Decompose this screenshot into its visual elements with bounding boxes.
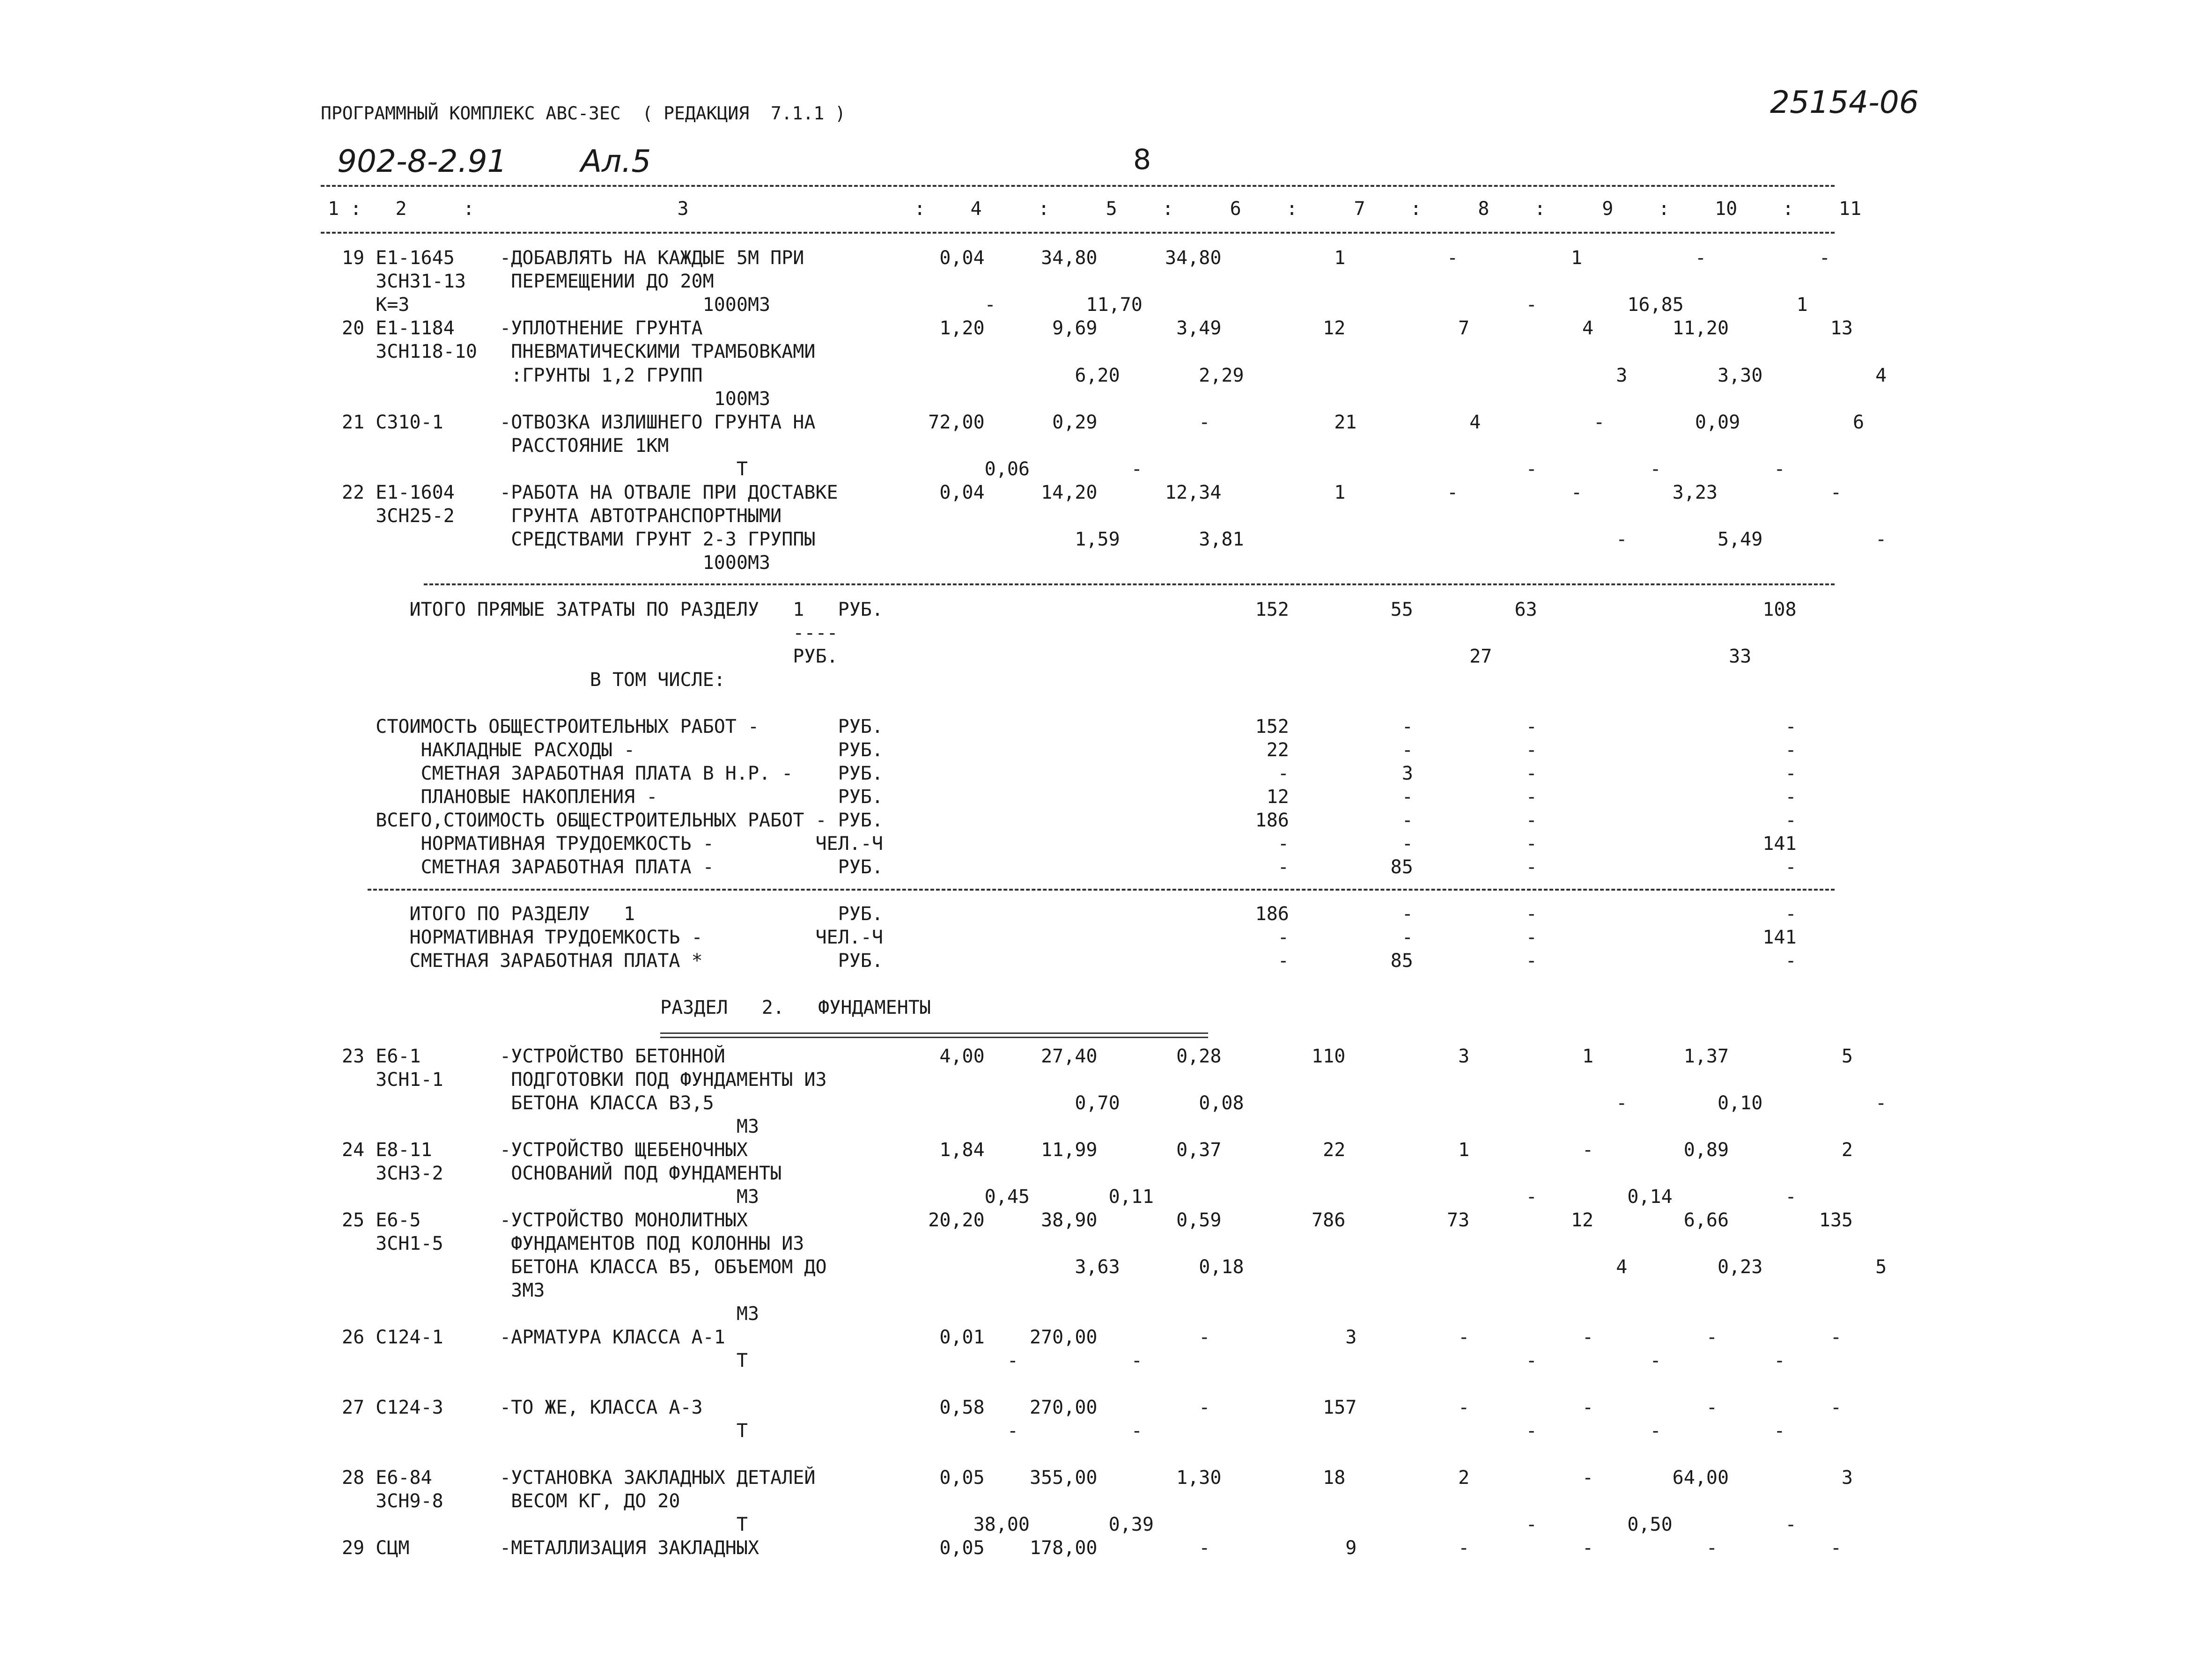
row-line: М3: [342, 1116, 759, 1137]
row-line: БЕТОНА КЛАССА В3,5 0,70 0,08 - 0,10 -: [342, 1092, 1887, 1114]
row-line: СРЕДСТВАМИ ГРУНТ 2-3 ГРУППЫ 1,59 3,81 - 5,49 -: [342, 529, 1887, 550]
row-line: БЕТОНА КЛАССА В5, ОБЪЕМОМ ДО 3,63 0,18 4 0,23 5: [342, 1256, 1887, 1278]
row-line: 3СН9-8 ВЕСОМ КГ, ДО 20: [342, 1490, 680, 1512]
section2-underline: [660, 1032, 1208, 1038]
row-line: 26 С124-1 -АРМАТУРА КЛАССА А-1 0,01 270,00 - 3 - - - -: [342, 1327, 1842, 1348]
row-line: Т 0,06 - - - -: [342, 458, 1785, 480]
row-line: М3: [342, 1303, 759, 1325]
row-line: 1000М3: [342, 552, 771, 574]
total-line: НОРМАТИВНАЯ ТРУДОЕМКОСТЬ - ЧЕЛ.-Ч - - - 141: [342, 833, 1797, 855]
row-line: 23 Е6-1 -УСТРОЙСТВО БЕТОННОЙ 4,00 27,40 0,28 110 3 1 1,37 5: [342, 1046, 1853, 1067]
row-line: К=3 1000М3 - 11,70 - 16,85 1: [342, 294, 1808, 316]
row-line: 20 Е1-1184 -УПЛОТНЕНИЕ ГРУНТА 1,20 9,69 3,49 12 7 4 11,20 13: [342, 317, 1853, 339]
program-header: ПРОГРАММНЫЙ КОМПЛЕКС АВС-3ЕС ( РЕДАКЦИЯ 7.1.1 ): [321, 103, 846, 124]
page-number: 8: [1133, 143, 1151, 176]
row-line: :ГРУНТЫ 1,2 ГРУПП 6,20 2,29 3 3,30 4: [342, 365, 1887, 386]
row-line: РАССТОЯНИЕ 1КМ: [342, 435, 669, 457]
header-rule: [321, 185, 1835, 187]
total-line: СТОИМОСТЬ ОБЩЕСТРОИТЕЛЬНЫХ РАБОТ - РУБ. 152 - - -: [342, 716, 1797, 737]
total-line: СМЕТНАЯ ЗАРАБОТНАЯ ПЛАТА В Н.Р. - РУБ. - 3 - -: [342, 763, 1797, 784]
row-line: 25 Е6-5 -УСТРОЙСТВО МОНОЛИТНЫХ 20,20 38,90 0,59 786 73 12 6,66 135: [342, 1209, 1853, 1231]
row-line: 3СН25-2 ГРУНТА АВТОТРАНСПОРТНЫМИ: [342, 505, 782, 527]
row-line: 28 Е6-84 -УСТАНОВКА ЗАКЛАДНЫХ ДЕТАЛЕЙ 0,05 355,00 1,30 18 2 - 64,00 3: [342, 1467, 1853, 1489]
section2-title: РАЗДЕЛ 2. ФУНДАМЕНТЫ: [660, 997, 931, 1018]
row-line: 27 С124-3 -ТО ЖЕ, КЛАССА А-3 0,58 270,00 - 157 - - - -: [342, 1397, 1842, 1418]
total-line: ИТОГО ПРЯМЫЕ ЗАТРАТЫ ПО РАЗДЕЛУ 1 РУБ. 152 55 63 108: [342, 599, 1797, 620]
row-line: 3СН1-5 ФУНДАМЕНТОВ ПОД КОЛОННЫ ИЗ: [342, 1233, 804, 1254]
row-line: 24 Е8-11 -УСТРОЙСТВО ЩЕБЕНОЧНЫХ 1,84 11,99 0,37 22 1 - 0,89 2: [342, 1139, 1853, 1161]
summary-line: ИТОГО ПО РАЗДЕЛУ 1 РУБ. 186 - - -: [342, 903, 1797, 925]
row-line: Т - - - - -: [342, 1420, 1785, 1442]
total-line: СМЕТНАЯ ЗАРАБОТНАЯ ПЛАТА - РУБ. - 85 - -: [342, 856, 1797, 878]
row-line: 3М3: [342, 1280, 545, 1301]
row-line: Т - - - - -: [342, 1350, 1785, 1371]
total-line: ----: [342, 622, 838, 644]
total-line: НАКЛАДНЫЕ РАСХОДЫ - РУБ. 22 - - -: [342, 739, 1797, 761]
document-code: 902-8-2.91: [337, 143, 507, 179]
total-line: ВСЕГО,СТОИМОСТЬ ОБЩЕСТРОИТЕЛЬНЫХ РАБОТ - РУБ. 186 - - -: [342, 810, 1797, 831]
column-rule: [321, 232, 1835, 234]
total-line: РУБ. 27 33: [342, 646, 1752, 667]
summary-line: СМЕТНАЯ ЗАРАБОТНАЯ ПЛАТА * РУБ. - 85 - -: [342, 950, 1797, 972]
total-line: В ТОМ ЧИСЛЕ:: [342, 669, 725, 691]
row-line: 3СН118-10 ПНЕВМАТИЧЕСКИМИ ТРАМБОВКАМИ: [342, 341, 816, 362]
row-line: 22 Е1-1604 -РАБОТА НА ОТВАЛЕ ПРИ ДОСТАВКЕ 0,04 14,20 12,34 1 - - 3,23 -: [342, 482, 1842, 503]
section-rule: [424, 583, 1835, 585]
row-line: 19 Е1-1645 -ДОБАВЛЯТЬ НА КАЖДЫЕ 5М ПРИ 0,04 34,80 34,80 1 - 1 - -: [342, 247, 1830, 269]
row-line: 21 С310-1 -ОТВОЗКА ИЗЛИШНЕГО ГРУНТА НА 72,00 0,29 - 21 4 - 0,09 6: [342, 412, 1865, 433]
total-line: ПЛАНОВЫЕ НАКОПЛЕНИЯ - РУБ. 12 - - -: [342, 786, 1797, 808]
row-line: М3 0,45 0,11 - 0,14 -: [342, 1186, 1797, 1208]
row-line: Т 38,00 0,39 - 0,50 -: [342, 1514, 1797, 1535]
row-line: 3СН31-13 ПЕРЕМЕЩЕНИИ ДО 20М: [342, 271, 714, 292]
summary-line: НОРМАТИВНАЯ ТРУДОЕМКОСТЬ - ЧЕЛ.-Ч - - - 141: [342, 927, 1797, 948]
column-header: 1 : 2 : 3 : 4 : 5 : 6 : 7 : 8 : 9 : 10 : 11: [328, 198, 1862, 220]
subtotal-rule: [368, 889, 1835, 891]
sheet-label: Ал.5: [581, 143, 651, 179]
row-line: 3СН1-1 ПОДГОТОВКИ ПОД ФУНДАМЕНТЫ ИЗ: [342, 1069, 827, 1091]
handwritten-stamp: 25154-06: [1770, 84, 1919, 120]
row-line: 100М3: [342, 388, 771, 410]
row-line: 29 СЦМ -МЕТАЛЛИЗАЦИЯ ЗАКЛАДНЫХ 0,05 178,00 - 9 - - - -: [342, 1537, 1842, 1559]
row-line: 3СН3-2 ОСНОВАНИЙ ПОД ФУНДАМЕНТЫ: [342, 1163, 782, 1184]
